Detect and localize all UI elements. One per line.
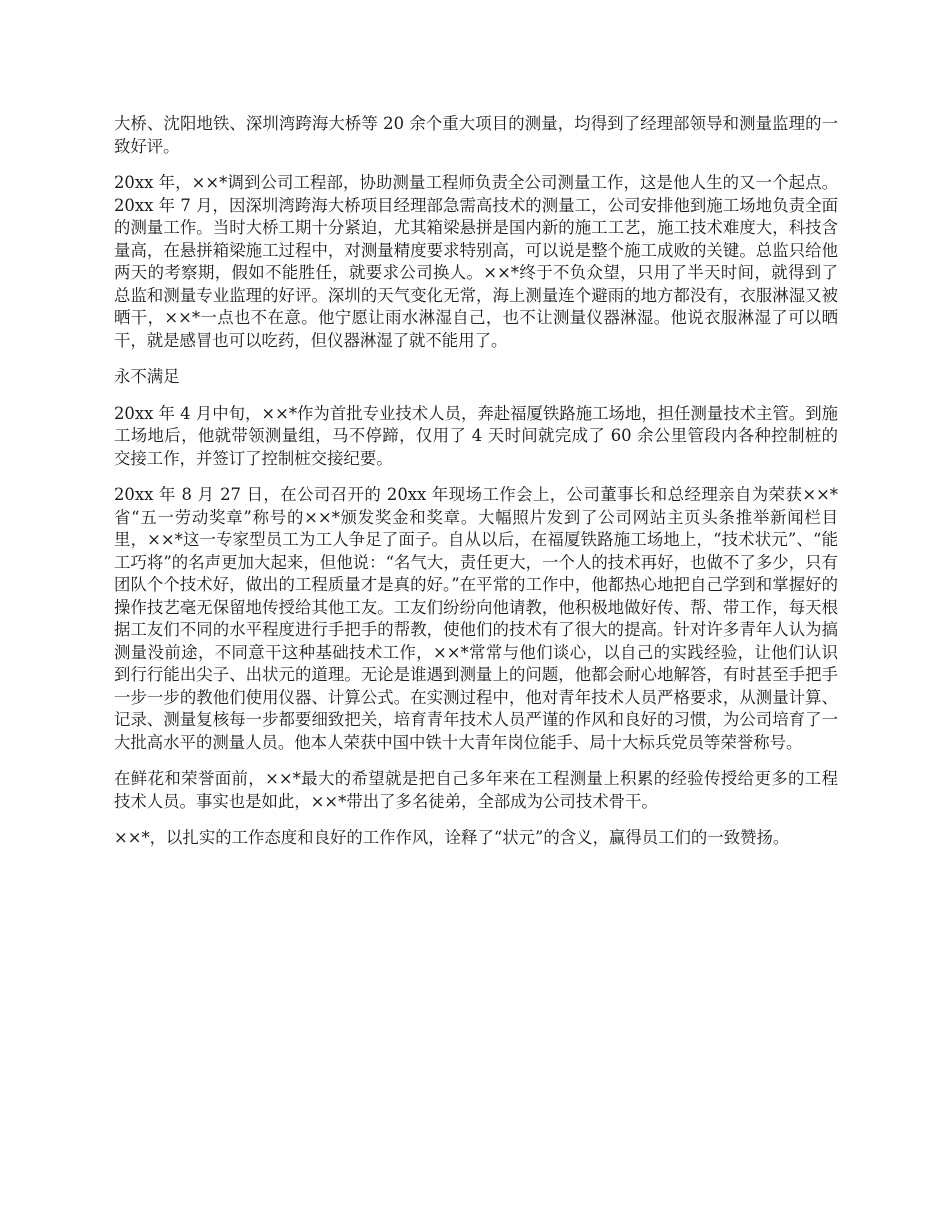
paragraph-6: ××*，以扎实的工作态度和良好的工作作风，诠释了“状元”的含义，赢得员工们的一致赞扬。 bbox=[114, 828, 790, 847]
paragraph-1: 大桥、沈阳地铁、深圳湾跨海大桥等 20 余个重大项目的测量，均得到了经理部领导和测量监理的一致好评。 bbox=[114, 114, 838, 156]
paragraph-5: 在鲜花和荣誉面前，××*最大的希望就是把自己多年来在工程测量上积累的经验传授给更多的工程技术人员。事实也是如此，××*带出了多名徒弟，全部成为公司技术骨干。 bbox=[114, 769, 838, 811]
section-heading: 永不满足 bbox=[114, 367, 180, 386]
paragraph-3: 20xx 年 4 月中旬，××*作为首批专业技术人员，奔赴福厦铁路施工场地，担任测量技术主管。到施工场地后，他就带领测量组，马不停蹄，仅用了 4 天时间就完成了 60 余公里管段内各种控制桩的交接工作，并签订了控制桩交接纪要。 bbox=[114, 403, 838, 468]
paragraph-2: 20xx 年，××*调到公司工程部，协助测量工程师负责全公司测量工作，这是他人生的又一个起点。20xx 年 7 月，因深圳湾跨海大桥项目经理部急需高技术的测量工，公司安排他到施工场地负责全面的测量工作。当时大桥工期十分紧迫，尤其箱梁悬拼是国内新的施工工艺，施工技术难度大，科技含量高，在悬拼箱梁施工过程中，对测量精度要求特别高，可以说是整个施工成败的关键。总监只给他两天的考察期，假如不能胜任，就要求公司换人。××*终于不负众望，只用了半天时间，就得到了总监和测量专业监理的好评。深圳的天气变化无常，海上测量连个避雨的地方都没有，衣服淋湿又被晒干，××*一点也不在意。他宁愿让雨水淋湿自己，也不让测量仪器淋湿。他说衣服淋湿了可以晒干，就是感冒也可以吃药，但仪器淋湿了就不能用了。 bbox=[114, 173, 838, 350]
paragraph-4: 20xx 年 8 月 27 日，在公司召开的 20xx 年现场工作会上，公司董事长和总经理亲自为荣获××*省“五一劳动奖章”称号的××*颁发奖金和奖章。大幅照片发到了公司网站主页头条推举新闻栏目里，××*这一专家型员工为工人争足了面子。自从以后，在福厦铁路施工场地上，“技术状元”、“能工巧将”的名声更加大起来，但他说：“名气大，责任更大，一个人的技术再好，也做不了多少，只有团队个个技术好，做出的工程质量才是真的好。”在平常的工作中，他都热心地把自己学到和掌握好的操作技艺毫无保留地传授给其他工友。工友们纷纷向他请教，他积极地做好传、帮、带工作，每天根据工友们不同的水平程度进行手把手的帮教，使他们的技术有了很大的提高。针对许多青年人认为搞测量没前途，不同意干这种基础技术工作，××*常常与他们谈心，以自己的实践经验，让他们认识到行行能出尖子、出状元的道理。无论是谁遇到测量上的问题，他都会耐心地解答，有时甚至手把手一步一步的教他们使用仪器、计算公式。在实测过程中，他对青年技术人员严格要求，从测量计算、记录、测量复核每一步都要细致把关，培育青年技术人员严谨的作风和良好的习惯，为公司培育了一大批高水平的测量人员。他本人荣获中国中铁十大青年岗位能手、局十大标兵党员等荣誉称号。 bbox=[114, 485, 838, 752]
document-body bbox=[114, 113, 838, 864]
